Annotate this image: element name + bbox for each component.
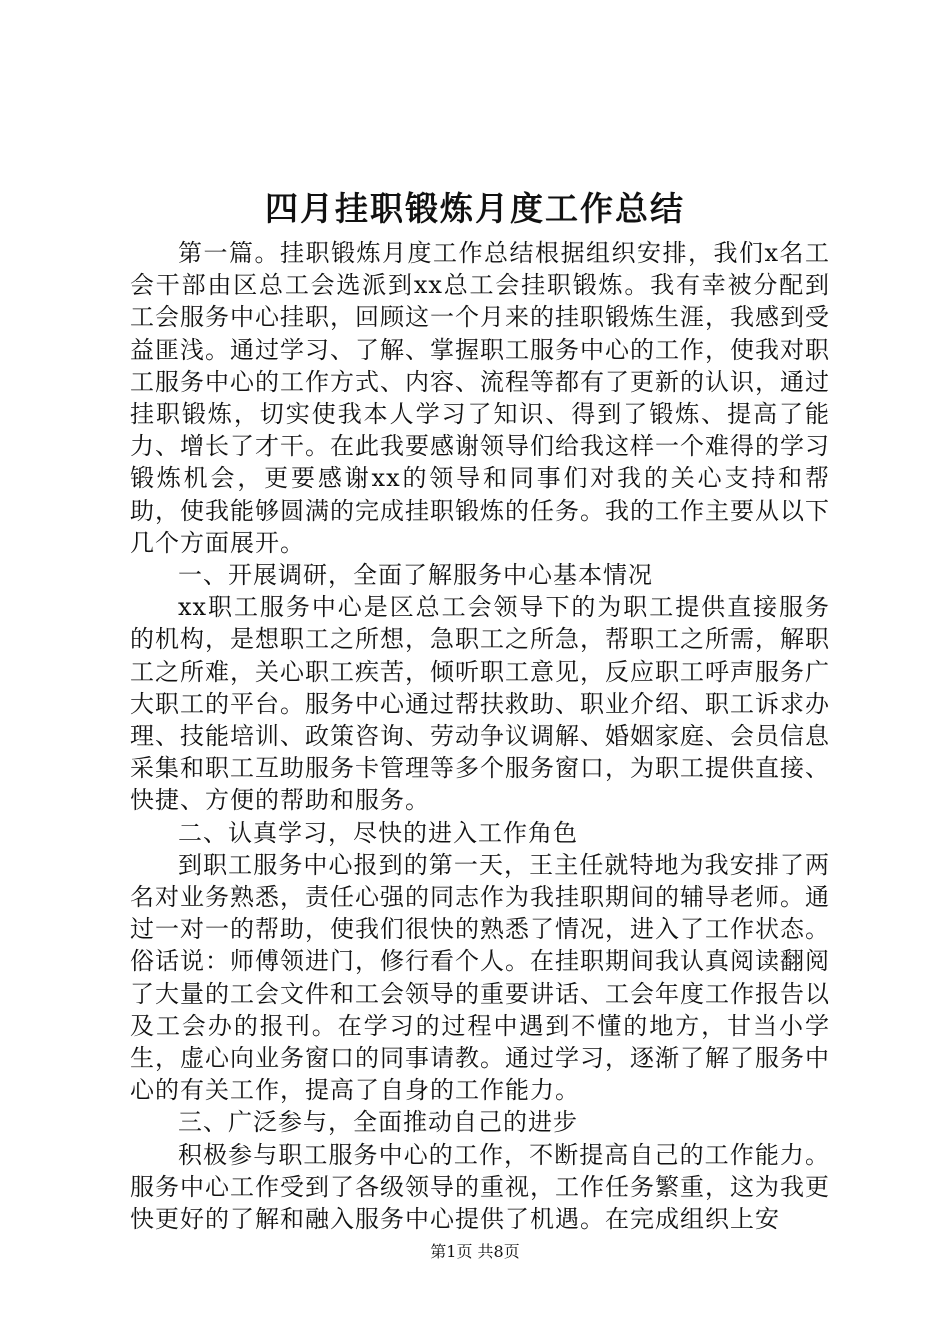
page-footer: 第1页 共8页 [430,1242,520,1261]
paragraph-section-1: xx职工服务中心是区总工会领导下的为职工提供直接服务的机构，是想职工之所想，急职工之所急，帮职工之所需，解职工之所难，关心职工疾苦，倾听职工意见，反应职工呼声服务广大职工的平台。服务中心通过帮扶救助、职业介绍、职工诉求办理、技能培训、政策咨询、劳动争议调解、婚姻家庭、会员信息采集和职工互助服务卡管理等多个服务窗口，为职工提供直接、快捷、方便的帮助和服务。 [130,593,830,815]
page-title: 四月挂职锻炼月度工作总结 [265,189,685,228]
section-heading-3: 三、广泛参与，全面推动自己的进步 [178,1108,578,1137]
paragraph-section-3: 积极参与职工服务中心的工作，不断提高自己的工作能力。服务中心工作受到了各级领导的重视，工作任务繁重，这为我更快更好的了解和融入服务中心提供了机遇。在完成组织上安 [130,1140,830,1234]
section-heading-1: 一、开展调研，全面了解服务中心基本情况 [178,561,653,590]
document-body [130,237,830,1235]
paragraph-intro: 第一篇。挂职锻炼月度工作总结根据组织安排，我们x名工会干部由区总工会选派到xx总工会挂职锻炼。我有幸被分配到工会服务中心挂职，回顾这一个月来的挂职锻炼生涯，我感到受益匪浅。通过学习、了解、掌握职工服务中心的工作，使我对职工服务中心的工作方式、内容、流程等都有了更新的认识，通过挂职锻炼，切实使我本人学习了知识、得到了锻炼、提高了能力、增长了才干。在此我要感谢领导们给我这样一个难得的学习锻炼机会，更要感谢xx的领导和同事们对我的关心支持和帮助，使我能够圆满的完成挂职锻炼的任务。我的工作主要从以下几个方面展开。 [130,239,830,557]
section-heading-2: 二、认真学习，尽快的进入工作角色 [178,818,578,847]
paragraph-section-2: 到职工服务中心报到的第一天，王主任就特地为我安排了两名对业务熟悉，责任心强的同志作为我挂职期间的辅导老师。通过一对一的帮助，使我们很快的熟悉了情况，进入了工作状态。俗话说：师傅领进门，修行看个人。在挂职期间我认真阅读翻阅了大量的工会文件和工会领导的重要讲话、工会年度工作报告以及工会办的报刊。在学习的过程中遇到不懂的地方，甘当小学生，虚心向业务窗口的同事请教。通过学习，逐渐了解了服务中心的有关工作，提高了自身的工作能力。 [130,850,830,1105]
